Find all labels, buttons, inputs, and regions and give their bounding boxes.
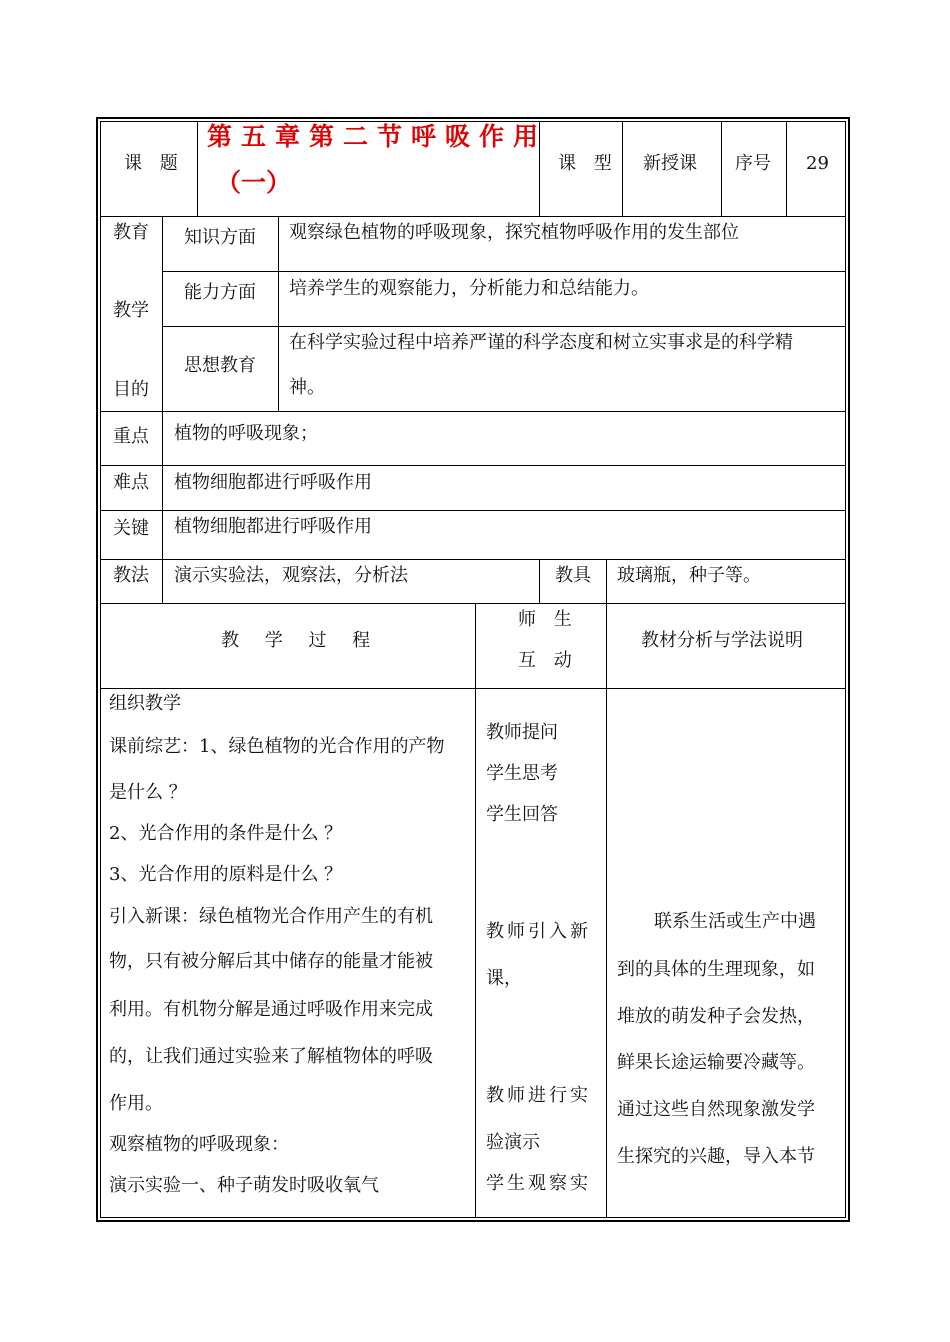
knowledge-label: 知识方面: [184, 227, 256, 248]
thought-label: 思想教育: [184, 355, 256, 376]
thought-text-2: 神。: [289, 377, 325, 398]
col-divider-type-value: [721, 122, 722, 216]
analysis-line: 堆放的萌发种子会发热，: [617, 1006, 815, 1027]
tools-label: 教具: [555, 565, 591, 586]
col-divider-goal-sub: [278, 216, 279, 411]
tools-text: 玻璃瓶，种子等。: [617, 565, 761, 586]
method-text: 演示实验法，观察法，分析法: [174, 565, 408, 586]
ability-text: 培养学生的观察能力，分析能力和总结能力。: [289, 278, 649, 299]
interaction-heading-2: 互 动: [518, 650, 578, 671]
difficulty-text: 植物细胞都进行呼吸作用: [174, 472, 372, 493]
process-line: 的，让我们通过实验来了解植物体的呼吸: [109, 1046, 433, 1067]
lesson-title-part: （一）: [216, 168, 292, 197]
focus-text: 植物的呼吸现象；: [174, 423, 318, 444]
col-divider-course: [197, 122, 198, 216]
col-divider-method: [539, 559, 540, 603]
seq-label: 序号: [735, 153, 771, 174]
interaction-line: 验演示: [486, 1132, 540, 1153]
row-divider-knowledge: [163, 271, 845, 272]
analysis-heading: 教材分析与学法说明: [641, 630, 803, 651]
process-line: 2、光合作用的条件是什么 ？: [109, 823, 343, 844]
interaction-line: 教师提问: [486, 722, 558, 743]
col-divider-goal-label: [162, 216, 163, 603]
goals-label-2: 教学: [113, 300, 149, 321]
analysis-line: 到的具体的生理现象，如: [617, 959, 815, 980]
course-label: 课 题: [124, 153, 184, 174]
lesson-title: 第五章第二节呼吸作用: [207, 122, 548, 151]
focus-label: 重点: [113, 426, 149, 447]
difficulty-label: 难点: [113, 472, 149, 493]
analysis-line: 联系生活或生产中遇: [654, 911, 816, 932]
interaction-line: 学生回答: [486, 804, 558, 825]
goals-label-3: 目的: [113, 379, 149, 400]
analysis-line: 鲜果长途运输要冷藏等。: [617, 1052, 815, 1073]
col-divider-interaction: [606, 603, 607, 1217]
process-heading: 教 学 过 程: [221, 630, 381, 651]
analysis-line: 通过这些自然现象激发学: [617, 1099, 815, 1120]
process-line: 作用。: [109, 1093, 163, 1114]
process-line: 引入新课：绿色植物光合作用产生的有机: [109, 906, 433, 927]
process-line: 利用。有机物分解是通过呼吸作用来完成: [109, 999, 433, 1020]
process-line: 3、光合作用的原料是什么 ？: [109, 864, 343, 885]
row-divider-difficulty: [101, 510, 845, 511]
process-line: 是什么 ？: [109, 782, 187, 803]
analysis-line: 生探究的兴趣，导入本节: [617, 1146, 815, 1167]
interaction-line: 课，: [486, 968, 522, 989]
seq-value: 29: [806, 153, 829, 174]
type-label: 课 型: [558, 153, 618, 174]
interaction-line: 学生观察实: [486, 1173, 591, 1194]
col-divider-tools: [606, 559, 607, 603]
process-line: 观察植物的呼吸现象：: [109, 1134, 289, 1155]
knowledge-text: 观察绿色植物的呼吸现象，探究植物呼吸作用的发生部位: [289, 222, 739, 243]
col-divider-type: [622, 122, 623, 216]
interaction-line: 教师引入新: [486, 921, 591, 942]
col-divider-process: [475, 603, 476, 1217]
ability-label: 能力方面: [184, 282, 256, 303]
row-divider-key: [101, 559, 845, 560]
interaction-heading-1: 师 生: [518, 609, 578, 630]
row-divider-ability: [163, 326, 845, 327]
type-value: 新授课: [643, 153, 697, 174]
col-divider-seq: [786, 122, 787, 216]
interaction-line: 学生思考: [486, 763, 558, 784]
process-line: 演示实验一、种子萌发时吸收氧气: [109, 1175, 379, 1196]
process-line: 组织教学: [109, 693, 181, 714]
goals-label-1: 教育: [113, 222, 149, 243]
row-divider-method: [101, 603, 845, 604]
key-text: 植物细胞都进行呼吸作用: [174, 516, 372, 537]
thought-text-1: 在科学实验过程中培养严谨的科学态度和树立实事求是的科学精: [289, 332, 793, 353]
row-divider-goals: [101, 411, 845, 412]
row-divider-process-header: [101, 688, 845, 689]
key-label: 关键: [113, 518, 149, 539]
interaction-line: 教师进行实: [486, 1085, 591, 1106]
row-divider-header: [101, 216, 845, 217]
process-line: 课前综艺：1、绿色植物的光合作用的产物: [109, 736, 445, 757]
row-divider-focus: [101, 465, 845, 466]
process-line: 物，只有被分解后其中储存的能量才能被: [109, 951, 433, 972]
method-label: 教法: [113, 565, 149, 586]
